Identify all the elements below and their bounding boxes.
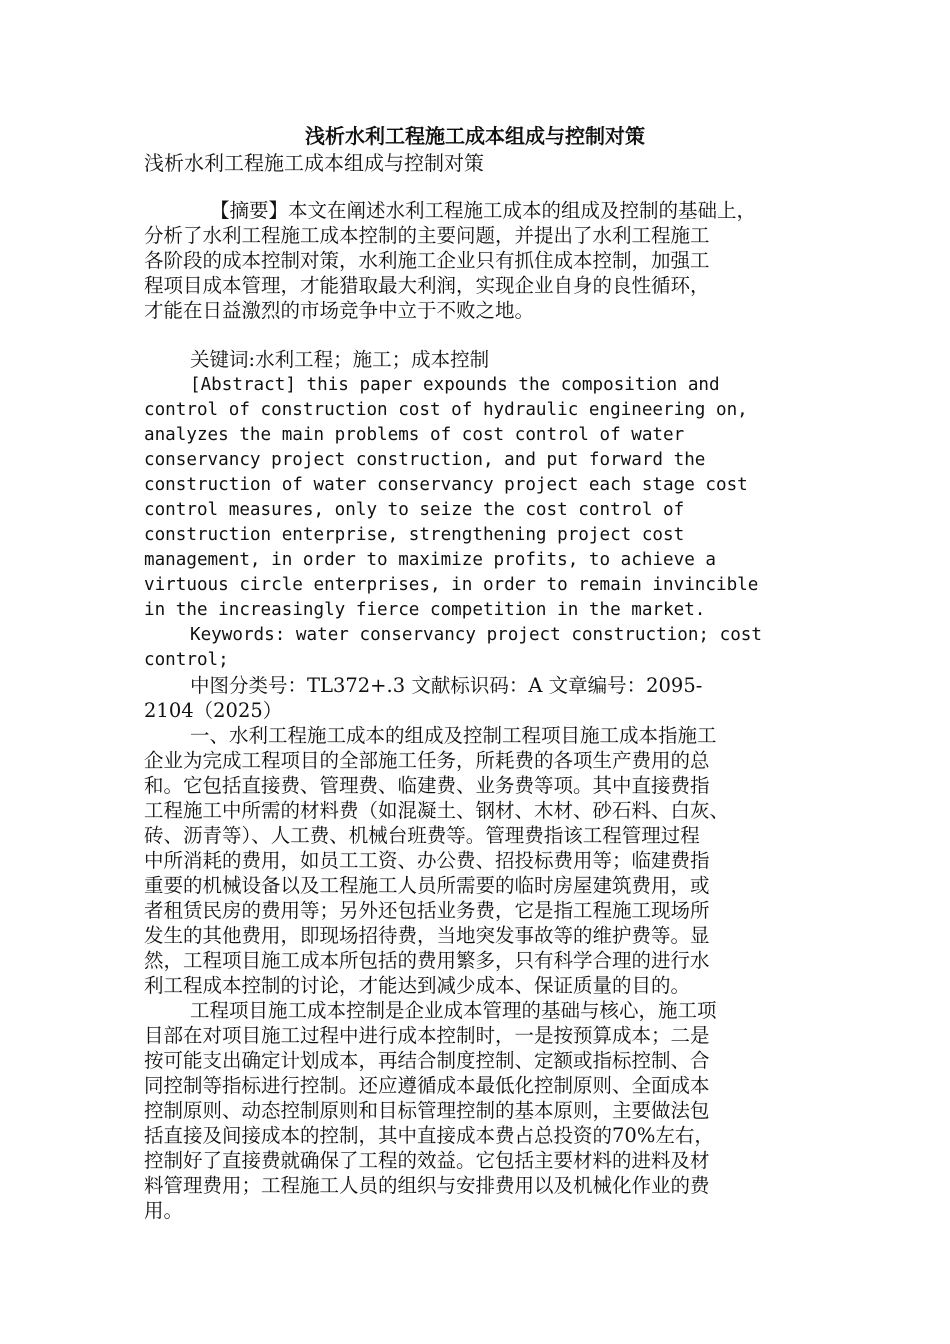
paragraph-line: 工程项目施工成本控制是企业成本管理的基础与核心，施工项	[190, 999, 717, 1022]
document-title: 浅析水利工程施工成本组成与控制对策	[305, 124, 645, 148]
abstract-en-line: control of construction cost of hydraulic engineering on,	[144, 400, 748, 420]
abstract-en-line: conservancy project construction, and put forward the	[144, 450, 706, 470]
paragraph-line: 同控制等指标进行控制。还应遵循成本最低化控制原则、全面成本	[144, 1074, 710, 1097]
paragraph-line: 控制好了直接费就确保了工程的效益。它包括主要材料的进料及材	[144, 1149, 710, 1172]
keywords-cn	[144, 347, 824, 372]
paragraph-line: 料管理费用；工程施工人员的组织与安排费用以及机械化作业的费	[144, 1174, 710, 1197]
paragraph-line: 利工程成本控制的讨论，才能达到减少成本、保证质量的目的。	[144, 974, 691, 997]
abstract-cn-line: 各阶段的成本控制对策，水利施工企业只有抓住成本控制，加强工	[144, 249, 710, 272]
paragraph-line: 工程施工中所需的材料费（如混凝土、钢材、木材、砂石料、白灰、	[144, 799, 730, 822]
keywords-en-line: Keywords: water conservancy project construction; cost	[190, 625, 762, 645]
abstract-en	[144, 373, 824, 673]
paragraph-line: 然，工程项目施工成本所包括的费用繁多，只有科学合理的进行水	[144, 949, 710, 972]
paragraph-line: 企业为完成工程项目的全部施工任务，所耗费的各项生产费用的总	[144, 749, 710, 772]
abstract-en-line: [Abstract] this paper expounds the composition and	[190, 375, 720, 395]
paragraph-line: 砖、沥青等）、人工费、机械台班费等。管理费指该工程管理过程	[144, 824, 700, 847]
keywords-en-line: control;	[144, 650, 229, 670]
section-1-paragraph	[144, 723, 824, 998]
paragraph-line: 括直接及间接成本的控制，其中直接成本费占总投资的70%左右，	[144, 1124, 714, 1147]
abstract-cn-line: 【摘要】本文在阐述水利工程施工成本的组成及控制的基础上，	[210, 199, 757, 222]
abstract-cn-line: 分析了水利工程施工成本控制的主要问题，并提出了水利工程施工	[144, 224, 710, 247]
classification-line: 2104（2025）	[144, 699, 283, 722]
paragraph-line: 按可能支出确定计划成本，再结合制度控制、定额或指标控制、合	[144, 1049, 710, 1072]
classification-info	[144, 673, 824, 723]
paragraph-line: 中所消耗的费用，如员工工资、办公费、招投标费用等；临建费指	[144, 849, 710, 872]
paragraph-line: 用。	[144, 1199, 184, 1222]
abstract-en-line: analyzes the main problems of cost control of water	[144, 425, 685, 445]
abstract-en-line: virtuous circle enterprises, in order to remain invincible	[144, 575, 759, 595]
paragraph-line: 发生的其他费用，即现场招待费，当地突发事故等的维护费等。显	[144, 924, 710, 947]
abstract-cn	[144, 198, 824, 323]
document-subtitle: 浅析水利工程施工成本组成与控制对策	[144, 151, 484, 175]
classification-line: 中图分类号：TL372+.3 文献标识码：A 文章编号：2095-	[190, 674, 703, 697]
keywords-cn-line: 关键词:水利工程；施工；成本控制	[190, 348, 490, 371]
paragraph-line: 控制原则、动态控制原则和目标管理控制的基本原则，主要做法包	[144, 1099, 710, 1122]
abstract-cn-line: 程项目成本管理，才能猎取最大利润，实现企业自身的良性循环，	[144, 274, 710, 297]
abstract-en-line: construction enterprise, strengthening project cost	[144, 525, 685, 545]
paragraph-line: 和。它包括直接费、管理费、临建费、业务费等项。其中直接费指	[144, 774, 710, 797]
paragraph-line: 一、水利工程施工成本的组成及控制工程项目施工成本指施工	[190, 724, 717, 747]
paragraph-line: 重要的机械设备以及工程施工人员所需要的临时房屋建筑费用，或	[144, 874, 710, 897]
paragraph-line: 目部在对项目施工过程中进行成本控制时，一是按预算成本；二是	[144, 1024, 710, 1047]
abstract-en-line: control measures, only to seize the cost control of	[144, 500, 685, 520]
abstract-cn-line: 才能在日益激烈的市场竞争中立于不败之地。	[144, 299, 535, 322]
abstract-en-line: in the increasingly fierce competition in the market.	[144, 600, 706, 620]
paragraph-line: 者租赁民房的费用等；另外还包括业务费，它是指工程施工现场所	[144, 899, 710, 922]
abstract-en-line: management, in order to maximize profits, to achieve a	[144, 550, 716, 570]
abstract-en-line: construction of water conservancy project each stage cost	[144, 475, 748, 495]
section-2-paragraph	[144, 998, 824, 1223]
